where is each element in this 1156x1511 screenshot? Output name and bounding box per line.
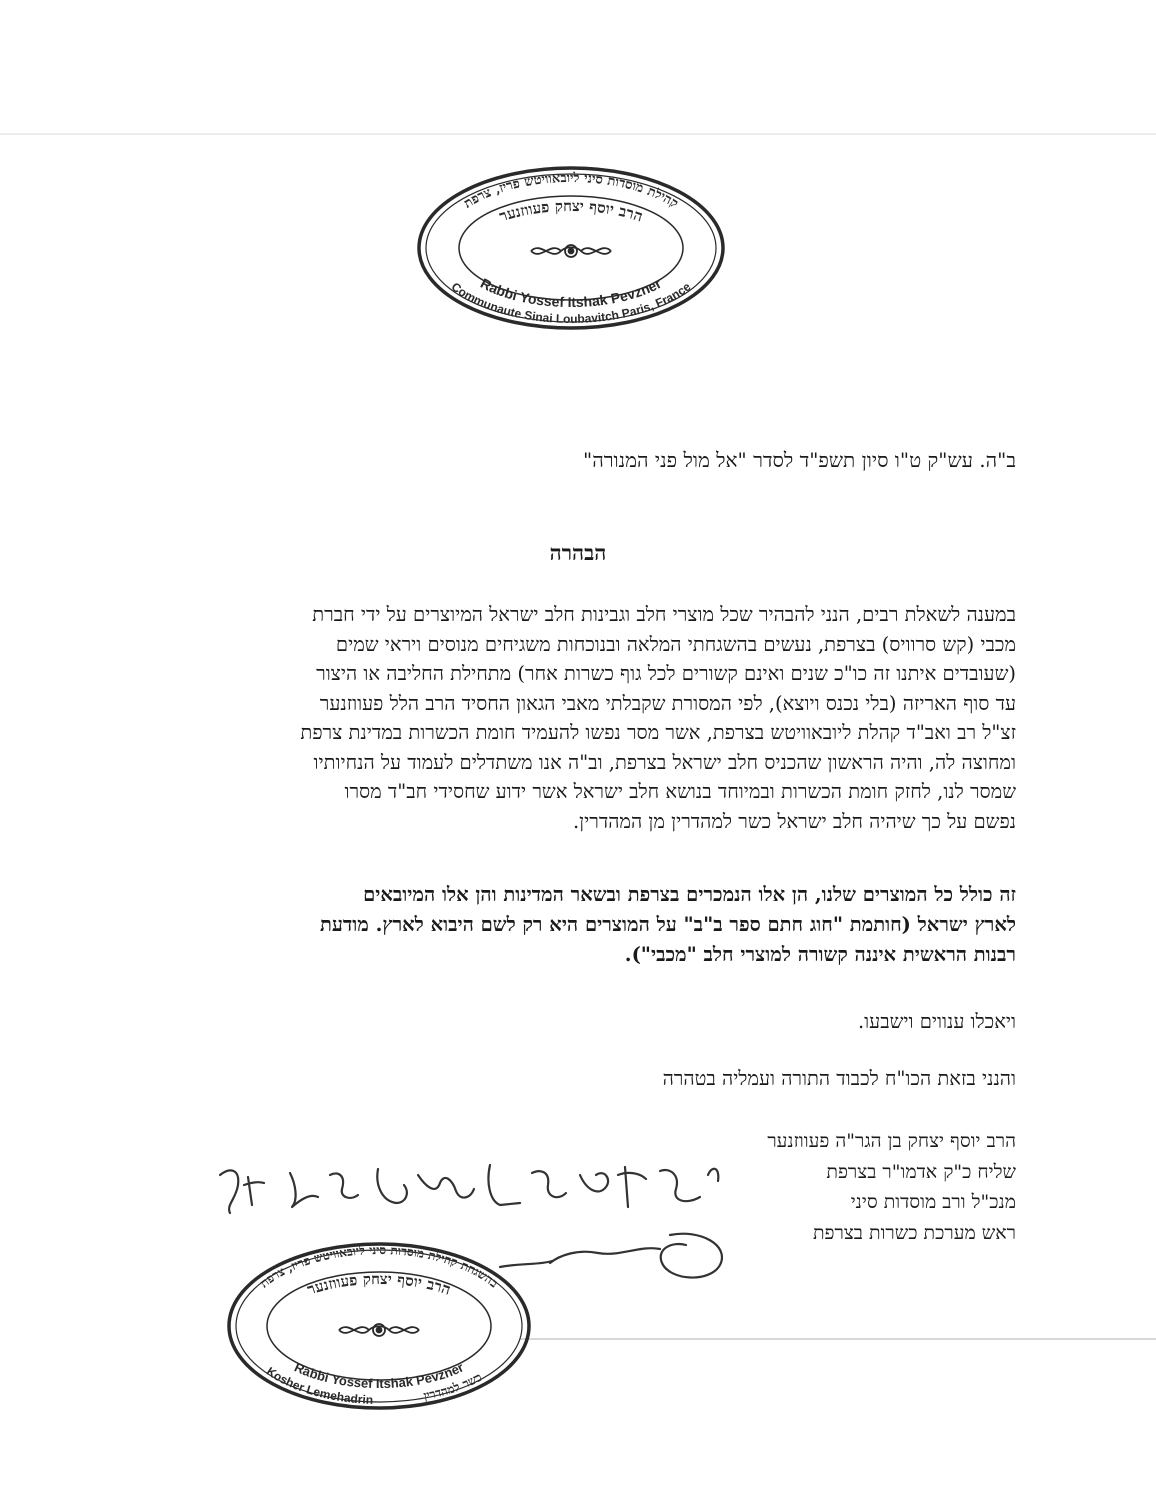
document-heading: הבהרה [549, 540, 607, 565]
signature-title: שליח כ"ק אדמו"ר בצרפת [826, 1160, 1016, 1183]
body-line: שמסר לנו, לחזק חומת הכשרות ובמיוחד בנושא חלב ישראל אשר ידוע שחסידי חב"ד מסרו [344, 780, 1016, 803]
stamp-inner-hebrew: הרב יוסף יצחק פעווזנער [496, 196, 646, 226]
scan-artifact-line [0, 133, 1156, 135]
signature-title: מנכ"ל ורב מוסדות סיני [850, 1191, 1016, 1213]
kosher-stamp-name-english: Rabbi Yossef Itshak Pevzner [292, 1359, 466, 1392]
bold-line: לארץ ישראל (חותמת "חוג חתם ספר ב"ב" על המוצרים היא רק לשם היבוא לארץ. מודעת [319, 913, 1016, 936]
kosher-stamp-outer-hebrew: בהשגחת קהילת מוסדות סיני ליובאוויטש פריז, צרפת [257, 1243, 501, 1291]
body-line: עד סוף האריזה (בלי נכנס ויוצא), לפי המסורת שקבלתי מאבי הגאון החסיד הרב הלל פעווזנער [319, 691, 1016, 715]
body-line: (שעובדים איתנו זה כו"כ שנים ואינם קשורים לכל גוף כשרות אחר) מתחילת החליבה או היצור [316, 662, 1016, 685]
body-line: מכבי (קש סרוויס) בצרפת, נעשים בהשגחתי המלאה ובנוכחות משגיחים מנוסים ויראי שמים [335, 632, 1016, 656]
body-line: נפשם על כך שיהיה חלב ישראל כשר למהדרין מן המהדרין. [572, 809, 1016, 833]
bold-line: זה כולל כל המוצרים שלנו, הן אלו הנמכרים בצרפת ובשאר המדינות והן אלו המיובאים [363, 883, 1016, 906]
ornament-knot-icon [531, 245, 611, 257]
closing-verse: ויאכלו ענווים וישבעו. [857, 1010, 1016, 1033]
kosher-stamp-hebrew: כשר למהדרין [422, 1369, 485, 1403]
signature-title: ראש מערכת כשרות בצרפת [812, 1221, 1016, 1244]
kosher-stamp-inner-hebrew: הרב יוסף יצחק פעווזנער [304, 1269, 453, 1299]
kosher-stamp-seal-icon [224, 1240, 534, 1412]
bold-paragraph [156, 880, 1016, 970]
greeting-line: והנני בזאת הכו"ח לכבוד התורה ועמליה בטהרה [662, 1067, 1016, 1090]
body-paragraph [156, 600, 1016, 836]
date-line: ב"ה. עש"ק ט"ו סיון תשפ"ד לסדר "אל מול פני המנורה" [583, 448, 1016, 472]
stamp-org-english: Communaute Sinai Loubavitch Paris, France [448, 279, 694, 326]
body-line: במענה לשאלת רבים, הנני להבהיר שכל מוצרי חלב וגבינות חלב ישראל המיוצרים על ידי חברת [312, 603, 1016, 626]
stamp-seal-icon [413, 163, 729, 333]
body-line: זצ"ל רב ואב"ד קהלת ליובאוויטש בצרפת, אשר מסר נפשו להעמיד חומת הכשרות במדינת צרפת [300, 721, 1016, 744]
ornament-knot-icon [339, 1324, 419, 1336]
bold-line: רבנות הראשית איננה קשורה למוצרי חלב "מכבי"). [624, 943, 1016, 966]
svg-text:הרב יוסף יצחק פעווזנער [305, 1270, 453, 1299]
signature-name: הרב יוסף יצחק בן הגר"ה פעווזנער [767, 1130, 1016, 1152]
bottom-kosher-stamp [224, 1240, 534, 1412]
scan-artifact-line [520, 1338, 1156, 1340]
stamp-outer-hebrew: קהילת מוסדות סיני ליובאוויטש פריז, צרפת [461, 170, 681, 212]
stamp-name-english: Rabbi Yossef Itshak Pevzner [477, 274, 665, 311]
top-official-stamp [413, 163, 729, 333]
body-line: ומחוצה לה, והיה הראשון שהכניס חלב ישראל בצרפת, וב"ה אנו משתדלים לעמוד על הנחיותיו [313, 750, 1016, 774]
kosher-stamp-english: Kosher Lemehadrin [263, 1364, 374, 1407]
